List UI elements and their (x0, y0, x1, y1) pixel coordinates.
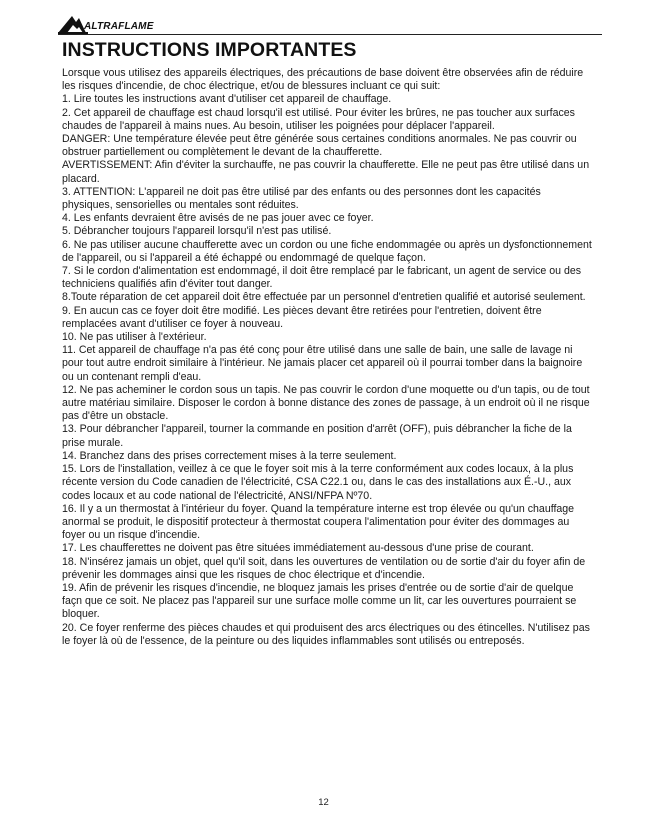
page-number: 12 (318, 797, 329, 808)
instruction-item: 6. Ne pas utiliser aucune chaufferette avec un cordon ou une fiche endommagée ou après un dysfonctionnement de l'appareil, ou si l'appareil a été échappé ou endommagé de quelque façon. (62, 238, 592, 264)
instruction-item: 19. Afin de prévenir les risques d'incendie, ne bloquez jamais les prises d'entrée ou de sortie d'air de quelque façn que ce soit. Ne placez pas l'appareil sur une surface molle comme un lit, car les ouvertures pourraient se bloquer. (62, 581, 577, 621)
instruction-item: 10. Ne pas utiliser à l'extérieur. (62, 331, 207, 344)
intro-paragraph: Lorsque vous utilisez des appareils électriques, des précautions de base doivent être observées afin de réduire les risques d'incendie, de choc électrique, et/ou de blessures incluant ce qui suit: (62, 67, 584, 93)
instruction-item: 13. Pour débrancher l'appareil, tourner la commande en position d'arrêt (OFF), puis débrancher la fiche de la prise murale. (62, 423, 572, 449)
instruction-item: 12. Ne pas acheminer le cordon sous un tapis. Ne pas couvrir le cordon d'une moquette ou d'un tapis, ou de tout autre matériau similaire. Disposer le cordon à bonne distance des zones de passage, à un endroit où il ne risque pas d'être un obstacle. (62, 383, 590, 423)
instruction-item: 15. Lors de l'installation, veillez à ce que le foyer soit mis à la terre conformément aux codes locaux, à la plus récente version du Code canadien de l'électricité, CSA C22.1 ou, dans le cas des installations aux É.-U., aux codes locaux et au code national de l'électricité, ANSI/NFPA Nº70. (62, 463, 574, 502)
instruction-item: 2. Cet appareil de chauffage est chaud lorsqu'il est utilisé. Pour éviter les brûres, ne pas toucher aux surfaces chaudes de l'appareil à mains nues. Au besoin, utiliser les poignées pour déplacer l'appareil. (62, 106, 575, 132)
instruction-item: 20. Ce foyer renferme des pièces chaudes et qui produisent des arcs électriques ou des étincelles. N'utilisez pas le foyer là où de l'essence, de la peinture ou des liquides inflammables sont utilisés ou entreposés. (62, 621, 590, 647)
instruction-item: 1. Lire toutes les instructions avant d'utiliser cet appareil de chauffage. (62, 93, 392, 106)
instruction-item: 9. En aucun cas ce foyer doit être modifié. Les pièces devant être retirées pour l'entretien, doivent être remplacées avant d'utiliser ce foyer à nouveau. (62, 304, 542, 330)
page-title: INSTRUCTIONS IMPORTANTES (62, 39, 357, 61)
brand-logo-text: ALTRAFLAME (84, 21, 154, 32)
instruction-item: 11. Cet appareil de chauffage n'a pas été conç pour être utilisé dans une salle de bain, une salle de lavage ni pour tout autre endroit similaire à l'intérieur. Ne jamais placer cet appareil où il pourrai tomber dans la baignoire ou un contenant rempli d'eau. (62, 344, 583, 383)
danger-notice: DANGER: Une température élevée peut être générée sous certaines conditions anormales. Ne pas couvrir ou obstruer partiellement ou complètement le devant de la chaufferette. (62, 133, 577, 159)
instruction-item: 16. Il y a un thermostat à l'intérieur du foyer. Quand la température interne est trop élevée ou qu'un chauffage anormal se produit, le dispositif protecteur à thermostat coupera l'alimentation pour éviter des dommages au foyer ou un risque d'incendie. (62, 502, 575, 542)
instruction-item: 18. N'insérez jamais un objet, quel qu'il soit, dans les ouvertures de ventilation ou de sortie d'air du foyer afin de prévenir les dommages ainsi que les risques de choc électrique et d'incendie. (62, 555, 586, 581)
brand-logo (58, 14, 154, 34)
instruction-item: 3. ATTENTION: L'appareil ne doit pas être utilisé par des enfants ou des personnes dont les capacités physiques, sensorielles ou mentales sont réduites. (62, 185, 541, 212)
page-header (58, 14, 602, 34)
instructions-body (62, 67, 592, 648)
header-divider (58, 34, 602, 35)
instruction-item: 5. Débrancher toujours l'appareil lorsqu'il n'est pas utilisé. (62, 225, 332, 238)
instruction-item: 17. Les chaufferettes ne doivent pas être situées immédiatement au-dessous d'une prise de courant. (62, 542, 534, 555)
instruction-item: 14. Branchez dans des prises correctement mises à la terre seulement. (62, 449, 397, 462)
instruction-item: 7. Si le cordon d'alimentation est endommagé, il doit être remplacé par le fabricant, un agent de service ou des techniciens qualifiés afin d'éviter tout danger. (62, 265, 582, 291)
warning-notice: AVERTISSEMENT: Afin d'éviter la surchauffe, ne pas couvrir la chaufferette. Elle ne peut pas être utilisé dans un placard. (62, 159, 590, 185)
instruction-item: 4. Les enfants devraient être avisés de ne pas jouer avec ce foyer. (62, 212, 374, 225)
instruction-item: 8.Toute réparation de cet appareil doit être effectuée par un personnel d'entretien qualifié et autorisé seulement. (62, 291, 586, 304)
